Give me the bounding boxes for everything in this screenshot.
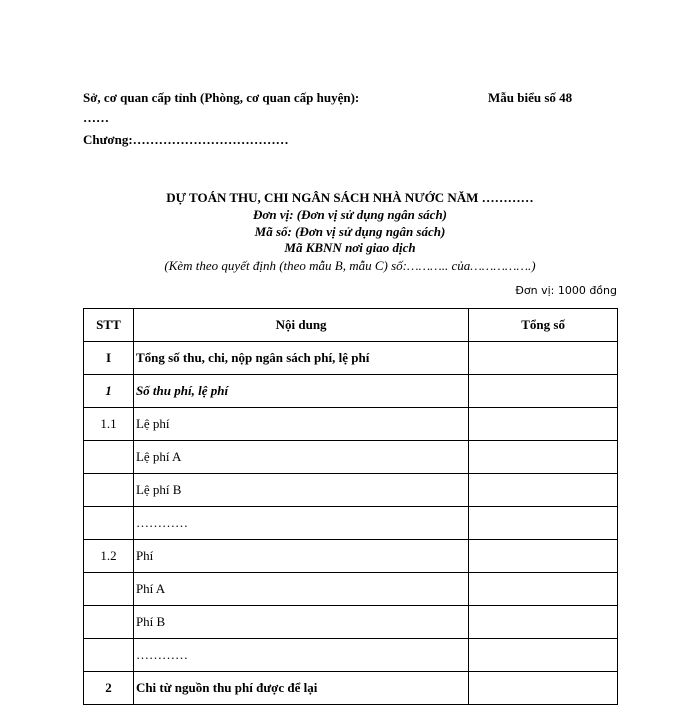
table-row — [84, 375, 618, 408]
table-row — [84, 639, 618, 672]
row-stt: 1.1 — [84, 408, 134, 441]
row-total — [469, 408, 618, 441]
row-stt — [84, 606, 134, 639]
table-row — [84, 408, 618, 441]
chapter-line: Chương:……………………………… — [83, 132, 289, 147]
table-row — [84, 573, 618, 606]
row-stt — [84, 474, 134, 507]
attached-decision-line: (Kèm theo quyết định (theo mẫu B, mẫu C) số:……….. của…………….) — [164, 258, 536, 273]
row-content: Phí B — [133, 606, 468, 639]
agency-dots: …… — [83, 110, 109, 125]
form-number: Mẫu biểu số 48 — [488, 90, 573, 105]
row-total — [469, 507, 618, 540]
row-content: ………… — [133, 639, 468, 672]
row-total — [469, 342, 618, 375]
kbnn-line: Mã KBNN nơi giao dịch — [284, 240, 416, 255]
code-line: Mã số: (Đơn vị sử dụng ngân sách) — [254, 224, 446, 239]
row-content: Lệ phí — [133, 408, 468, 441]
row-content: ………… — [133, 507, 468, 540]
row-stt — [84, 441, 134, 474]
header-content: Nội dung — [133, 309, 468, 342]
table-row — [84, 606, 618, 639]
row-content: Lệ phí A — [133, 441, 468, 474]
agency-line: Sở, cơ quan cấp tỉnh (Phòng, cơ quan cấp huyện): — [83, 90, 360, 105]
row-stt: 2 — [84, 672, 134, 705]
row-content: Số thu phí, lệ phí — [133, 375, 468, 408]
table-header-row — [84, 309, 618, 342]
row-content: Lệ phí B — [133, 474, 468, 507]
row-total — [469, 573, 618, 606]
table-row — [84, 507, 618, 540]
row-total — [469, 441, 618, 474]
row-content: Tổng số thu, chi, nộp ngân sách phí, lệ phí — [133, 342, 468, 375]
row-total — [469, 639, 618, 672]
header-stt: STT — [84, 309, 134, 342]
row-content: Phí A — [133, 573, 468, 606]
row-content: Chi từ nguồn thu phí được để lại — [133, 672, 468, 705]
row-total — [469, 474, 618, 507]
row-total — [469, 540, 618, 573]
row-total — [469, 375, 618, 408]
table-row — [84, 441, 618, 474]
row-stt: I — [84, 342, 134, 375]
unit-line: Đơn vị: (Đơn vị sử dụng ngân sách) — [252, 207, 448, 222]
row-stt — [84, 507, 134, 540]
row-content: Phí — [133, 540, 468, 573]
row-stt — [84, 639, 134, 672]
header-total: Tổng số — [469, 309, 618, 342]
table-row — [84, 540, 618, 573]
document-title: DỰ TOÁN THU, CHI NGÂN SÁCH NHÀ NƯỚC NĂM ………… — [166, 190, 534, 205]
row-stt: 1.2 — [84, 540, 134, 573]
row-stt: 1 — [84, 375, 134, 408]
currency-unit: Đơn vị: 1000 đồng — [515, 284, 617, 297]
row-stt — [84, 573, 134, 606]
row-total — [469, 606, 618, 639]
table-row — [84, 474, 618, 507]
budget-table — [83, 308, 618, 705]
table-row — [84, 342, 618, 375]
